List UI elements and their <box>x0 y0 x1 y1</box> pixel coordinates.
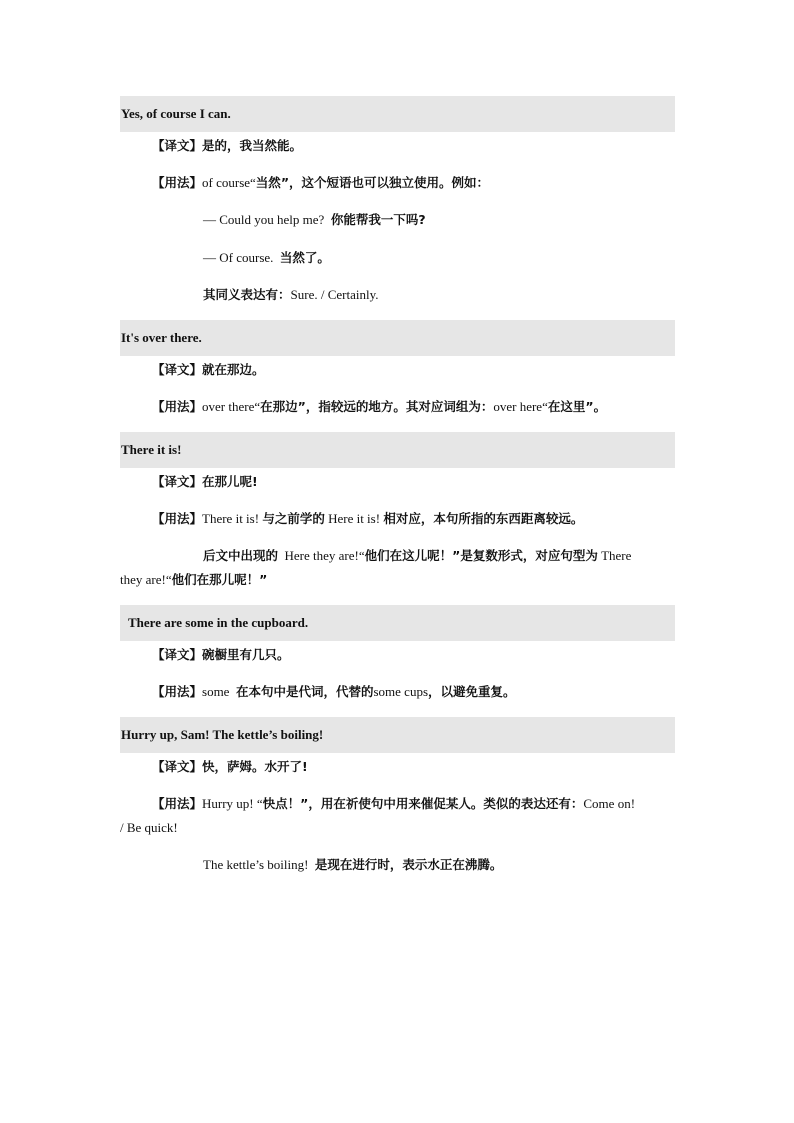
note-cn: 他们在那儿呢！” <box>171 572 268 587</box>
heading-bar <box>120 432 675 468</box>
example-en: — Could you help me? <box>203 212 325 227</box>
example-cn: 你能帮我一下吗? <box>330 212 426 227</box>
usage-tag: 【用法】 <box>152 684 203 699</box>
usage-tag: 【用法】 <box>152 175 203 190</box>
heading-text: Yes, of course I can. <box>121 106 231 121</box>
heading-text: It's over there. <box>121 330 202 345</box>
translation-text: 碗橱里有几只。 <box>202 647 290 662</box>
synonym-line <box>203 287 379 303</box>
usage-tag: 【用法】 <box>152 796 203 811</box>
usage-line <box>152 796 635 812</box>
usage-en: There it is! <box>202 511 260 526</box>
example-line <box>203 250 330 266</box>
usage-line <box>120 820 178 836</box>
example-en: — Of course. <box>203 250 274 265</box>
note-cn: 他们在这儿呢！”是复数形式，对应句型为 <box>364 548 598 563</box>
translation-text: 是的，我当然能。 <box>202 138 303 153</box>
usage-en: of course“ <box>202 175 256 190</box>
note-line <box>203 548 631 564</box>
usage-line <box>152 399 606 415</box>
usage-line <box>152 511 583 527</box>
note-en: The kettle’s boiling! <box>203 857 309 872</box>
usage-tag: 【用法】 <box>152 511 203 526</box>
note-en: Here they are!“ <box>284 548 365 563</box>
example-cn: 当然了。 <box>279 250 330 265</box>
translation-line <box>152 138 302 154</box>
usage-en: some cups <box>373 684 429 699</box>
usage-line <box>152 684 516 700</box>
usage-en: Come on! <box>583 796 636 811</box>
usage-en: over here“ <box>493 399 548 414</box>
translation-tag: 【译文】 <box>152 647 203 662</box>
translation-line <box>152 474 258 490</box>
usage-cn: 在这里 <box>547 399 586 414</box>
usage-cn: ”。 <box>585 399 607 414</box>
translation-text: 在那儿呢! <box>202 474 258 489</box>
usage-tag: 【用法】 <box>152 399 203 414</box>
heading-bar <box>120 320 675 356</box>
synonym-en: Sure. / Certainly. <box>290 287 379 302</box>
usage-en: some <box>202 684 230 699</box>
usage-en: Here it is! <box>328 511 381 526</box>
heading-text: Hurry up, Sam! The kettle’s boiling! <box>121 727 324 742</box>
usage-cn: 当然 <box>255 175 281 190</box>
usage-cn: 相对应，本句所指的东西距离较远。 <box>383 511 584 526</box>
translation-text: 快，萨姆。水开了! <box>202 759 308 774</box>
translation-line <box>152 362 265 378</box>
translation-tag: 【译文】 <box>152 474 203 489</box>
usage-en: over there“ <box>202 399 261 414</box>
usage-cn: 快点！”，用在祈使句中用来催促某人。类似的表达还有： <box>262 796 584 811</box>
note-en: they are!“ <box>120 572 172 587</box>
heading-bar <box>120 717 675 753</box>
usage-cn: 与之前学的 <box>262 511 325 526</box>
note-cn: 后文中出现的 <box>203 548 279 563</box>
translation-tag: 【译文】 <box>152 138 203 153</box>
translation-line <box>152 647 290 663</box>
translation-line <box>152 759 308 775</box>
note-line <box>203 857 502 873</box>
heading-text: There are some in the cupboard. <box>128 615 309 630</box>
synonym-cn: 其同义表达有： <box>203 287 291 302</box>
translation-text: 就在那边。 <box>202 362 265 377</box>
usage-cn: ”，这个短语也可以独立使用。例如： <box>280 175 490 190</box>
usage-line <box>152 175 489 191</box>
translation-tag: 【译文】 <box>152 362 203 377</box>
note-en: There <box>601 548 632 563</box>
translation-tag: 【译文】 <box>152 759 203 774</box>
usage-en: / Be quick! <box>120 820 178 835</box>
example-line <box>203 212 426 228</box>
note-line <box>120 572 267 588</box>
heading-bar <box>120 96 675 132</box>
heading-text: There it is! <box>121 442 182 457</box>
usage-cn: ，以避免重复。 <box>428 684 516 699</box>
note-cn: 是现在进行时，表示水正在沸腾。 <box>314 857 503 872</box>
heading-bar <box>120 605 675 641</box>
usage-cn: 在那边 <box>260 399 298 414</box>
usage-cn: 在本句中是代词，代替的 <box>235 684 374 699</box>
usage-en: Hurry up! “ <box>202 796 263 811</box>
usage-cn: ”，指较远的地方。其对应词组为： <box>297 399 494 414</box>
